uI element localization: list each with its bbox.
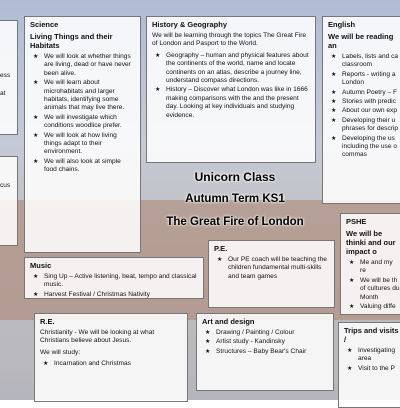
english-intro: We will be reading an [328,32,394,50]
re-heading: R.E. [40,317,55,326]
pe-list [214,256,329,281]
re-list [40,360,182,368]
list-item: ★ Stories with predic [328,98,400,106]
music-list [30,273,198,299]
list-item: ★ We will investigate which conditions woodlice prefer. [30,114,135,131]
trips-list [344,347,400,373]
left-panel-middle [0,156,18,246]
art-heading: Art and design [202,317,255,326]
history-list [152,52,310,120]
pe-heading: P.E. [214,244,228,253]
list-item: ★ Our PE coach will be teaching the children fundamental multi-skills and team games [214,256,329,281]
list-item: ★ Labels, lists and ca classroom [328,53,400,70]
english-panel [322,16,400,204]
re-study-label: We will study: [40,348,81,356]
history-heading: History & Geography [152,20,228,29]
trips-panel [338,322,400,408]
history-geography-panel [146,16,316,163]
left-fragment-text: at [0,90,6,98]
re-panel [34,313,188,402]
list-item: ★ About our own exp [328,107,400,115]
list-item: ★ We will look at whether things are living, dead or have never been alive. [30,53,135,78]
science-heading: Science [30,20,59,29]
list-item: ★ Artist study - Kandinsky [202,338,328,346]
list-item: ★ Structures – Baby Bear's Chair [202,348,328,356]
english-list [328,53,400,160]
re-intro: Christianity - We will be looking at what Christians believe about Jesus. [40,329,155,345]
list-item: ★ Drawing / Painting / Colour [202,329,328,337]
list-item: ★ Incarnation and Christmas [40,360,182,368]
list-item: ★ We will be th of cultures du Month [346,277,400,302]
list-item: ★ Investigating area [344,347,400,364]
list-item: ★ Valuing diffe [346,303,400,311]
list-item: ★ Visit to the P [344,365,400,373]
english-heading: English [328,20,356,29]
science-panel [24,16,141,253]
list-item: ★ Developing the us including the use o commas [328,135,400,160]
left-fragment-text: ess [0,72,11,79]
pshe-list [346,259,400,311]
term-title: Autumn Term KS1 [185,193,285,205]
left-panel-top [0,20,18,135]
pshe-heading: PSHE [346,217,367,226]
list-item: ★ We will also look at simple food chains. [30,158,135,175]
trips-heading: Trips and visits / [344,326,399,344]
list-item: ★ We will learn about microhabitats and larger habitats, identifying some animals that may live there. [30,79,135,113]
pshe-intro: We will be thinki and our impact o [346,229,396,256]
topic-title: The Great Fire of London [166,216,304,228]
science-list [30,53,135,175]
art-design-panel [196,313,334,391]
list-item: ★ Autumn Poetry – F [328,89,400,97]
list-item: ★ Harvest Festival / Christmas Nativity [30,291,198,299]
music-heading: Music [30,261,52,270]
list-item: ★ History – Discover what London was like in 1666 making comparisons with the and the present day. Looking at key individuals and studying evidence. [152,86,310,120]
list-item: ★ Developing their u phrases for descrip [328,117,400,134]
left-fragment-text: cus [0,182,11,189]
art-list [202,329,328,356]
list-item: ★ Reports - writing a London [328,71,400,88]
list-item: ★ Me and my re [346,259,400,276]
pe-panel [208,240,335,308]
list-item: ★ Sing Up – Active listening, beat, tempo and classical music. [30,273,198,290]
class-name-title: Unicorn Class [194,170,276,184]
list-item: ★ We will look at how living things adapt to their environment. [30,132,135,157]
music-panel [24,257,204,299]
history-intro: We will be learning through the topics The Great Fire of London and Pasport to the World. [152,32,307,48]
pshe-panel [340,213,400,315]
science-subheading: Living Things and their Habitats [30,32,113,50]
list-item: ★ Geography – human and physical features about the continents of the world, name and locate continents on an atlas, describe a journey line, understand compass directions. [152,52,310,86]
